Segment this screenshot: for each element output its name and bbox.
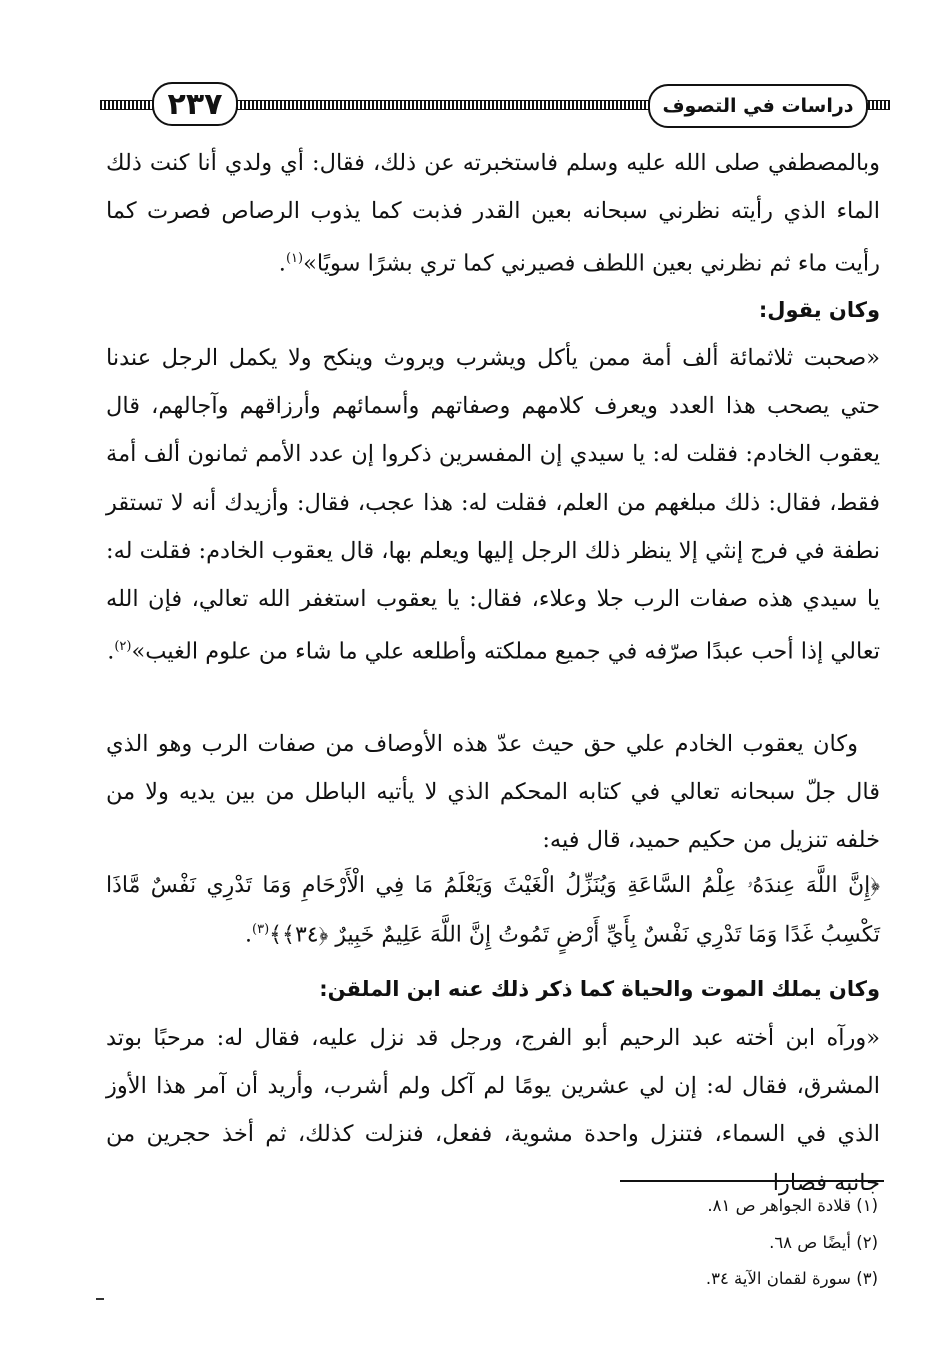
scan-mark <box>96 1298 104 1300</box>
heading-1: وكان يقول: <box>758 298 880 322</box>
heading-2: وكان يملك الموت والحياة كما ذكر ذلك عنه ابن الملقن: <box>319 977 880 1001</box>
paragraph-1 <box>106 139 880 288</box>
quran-verse-end: . <box>245 922 253 948</box>
footnote-2: (٢) أيضًا ص ٦٨. <box>769 1233 878 1252</box>
footnote-3: (٣) سورة لقمان الآية ٣٤. <box>705 1269 878 1288</box>
running-title: دراسات في التصوف <box>648 84 868 128</box>
footnote-ref-1: (١) <box>285 251 304 267</box>
paragraph-2-end: . <box>107 638 115 665</box>
paragraph-1-text: وبالمصطفي صلى الله عليه وسلم فاستخبرته عن ذلك، فقال: أي ولدي أنا كنت ذلك الماء الذي رأيته نظرني سبحانه بعين القدر فذبت كما يذوب الرصاص فصرت كما رأيت ماء ثم نظرني بعين اللطف فصيرني كما تري بشرًا سويًا» <box>106 150 880 277</box>
footnote-ref-3: (٣) <box>252 922 270 937</box>
paragraph-1-end: . <box>278 250 286 277</box>
header-ornament-left <box>100 100 158 110</box>
footnote-ref-2: (٢) <box>114 639 132 655</box>
paragraph-4: «ورآه ابن أخته عبد الرحيم أبو الفرج، ورجل قد نزل عليه، فقال له: مرحبًا بوتد المشرق، فقال له: إن لي عشرين يومًا لم آكل ولم أشرب، وأريد أن آمر هذا الأوز الذي في السماء، فتنزل واحدة مشوية، ففعل، فنزلت كذلك، ثم أخذ حجرين من جانبه فصارا <box>106 1025 880 1196</box>
footnote-separator <box>620 1180 884 1182</box>
paragraph-3: وكان يعقوب الخادم علي حق حيث عدّ هذه الأوصاف من صفات الرب وهو الذي قال جلّ سبحانه تعالي في كتابه المحكم الذي لا يأتيه الباطل من بين يديه ولا من خلفه تنزيل من حكيم حميد، قال فيه: <box>106 731 880 854</box>
paragraph-2 <box>106 334 880 676</box>
quran-verse <box>106 864 880 957</box>
page-number: ٢٣٧ <box>152 82 238 126</box>
footnote-1: (١) قلادة الجواهر ص ٨١. <box>707 1196 878 1215</box>
page-header <box>100 78 890 128</box>
paragraph-2-text: «صحبت ثلاثمائة ألف أمة ممن يأكل ويشرب ويروث وينكح ولا يكمل الرجل عندنا حتي يصحب هذا العدد ويعرف كلامهم وصفاتهم وأسمائهم وأرزاقهم وآجالهم، قال يعقوب الخادم: فقلت له: يا سيدي إن المفسرين ذكروا إن عدد الأمم ثمانون ألف أمة فقط، فقال: ذلك مبلغهم من العلم، فقلت له: هذا عجب، فقال: وأزيدك أنه لا تستقر نطفة في فرج إنثي إلا ينظر ذلك الرجل إليها ويعلم بها، قال يعقوب الخادم: فقلت له: يا سيدي هذه صفات الرب جلا وعلاء، فقال: يا يعقوب استغفر الله تعالي، فإن الله تعالي إذا أحب عبدًا صرّفه في جميع مملكته وأطلعه علي ما شاء من علوم الغيب» <box>106 345 880 665</box>
quran-verse-text: ﴿إِنَّ اللَّهَ عِندَهُۥ عِلْمُ السَّاعَةِ وَيُنَزِّلُ الْغَيْثَ وَيَعْلَمُ مَا فِي الْأَرْحَامِ وَمَا تَدْرِي نَفْسٌ مَّاذَا تَكْسِبُ غَدًا وَمَا تَدْرِي نَفْسٌ بِأَيِّ أَرْضٍ تَمُوتُ إِنَّ اللَّهَ عَلِيمٌ خَبِيرٌ ﴿٣٤﴾﴾ <box>106 873 880 948</box>
